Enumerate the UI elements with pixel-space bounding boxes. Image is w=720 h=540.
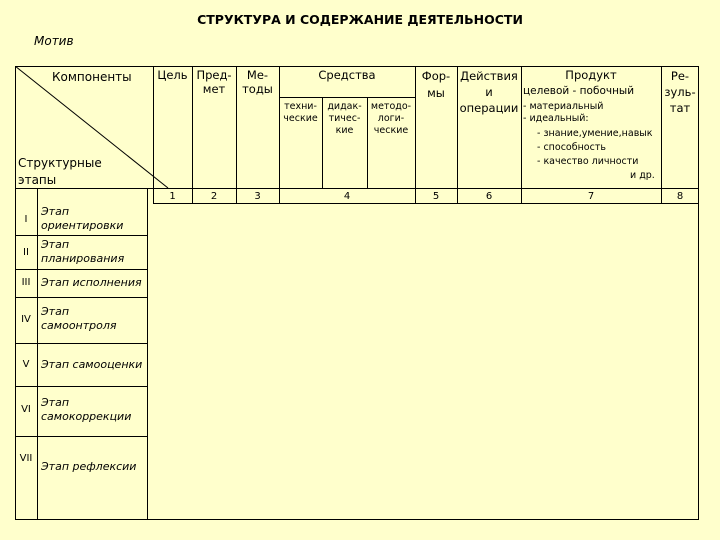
stage-label: Этап рефлексии	[41, 460, 137, 473]
header-means-technical: техни- ческие	[283, 101, 318, 124]
stage-label: Этап самоонтроля	[41, 305, 117, 332]
column-number: 5	[432, 191, 440, 202]
product-item: - знание,умение,навык	[537, 128, 653, 139]
stage-row-line	[15, 235, 147, 236]
stage-number: II	[23, 247, 29, 258]
stage-label: Этап самооценки	[41, 358, 143, 371]
product-item: - качество личности	[537, 156, 639, 167]
stage-row-line	[15, 343, 147, 344]
components-label: Компоненты	[52, 70, 132, 84]
header-column-line	[279, 66, 280, 203]
header-product: Продукт	[565, 68, 617, 82]
product-item: - идеальный:	[523, 113, 589, 124]
stage-label: Этап ориентировки	[41, 205, 124, 232]
product-item: и др.	[630, 170, 655, 181]
header-means-didactic: дидак- тичес- кие	[327, 101, 362, 136]
header-forms: Фор- мы	[421, 69, 451, 100]
header-methods: Ме- тоды	[242, 68, 273, 96]
header-column-line	[153, 66, 154, 203]
column-number: 2	[210, 191, 218, 202]
stage-number: I	[24, 214, 28, 225]
stage-row-line	[15, 436, 147, 437]
stage-number: III	[21, 277, 31, 288]
stage-label: Этап планирования	[41, 238, 125, 265]
header-means: Средства	[318, 68, 376, 82]
column-number: 4	[343, 191, 351, 202]
header-bottom-line	[15, 188, 699, 189]
header-actions: Действия и операции	[459, 69, 519, 115]
column-number: 3	[254, 191, 261, 202]
numbers-row-line	[153, 203, 699, 204]
header-subject: Пред- мет	[196, 68, 232, 96]
roman-column-line	[37, 188, 38, 520]
stage-column-line	[147, 188, 148, 520]
product-item: - материальный	[523, 101, 604, 112]
column-number: 1	[169, 191, 176, 202]
header-goal: Цель	[157, 68, 188, 82]
product-item: - способность	[537, 142, 606, 153]
stage-number: V	[22, 359, 30, 370]
stage-number: VI	[21, 404, 31, 415]
column-number: 7	[587, 191, 595, 202]
header-column-line	[521, 66, 522, 203]
page-title: СТРУКТУРА И СОДЕРЖАНИЕ ДЕЯТЕЛЬНОСТИ	[197, 12, 523, 27]
stage-label: Этап исполнения	[41, 276, 142, 289]
product-types: целевой - побочный	[523, 85, 635, 97]
stage-number: VII	[19, 453, 33, 464]
structural-stages-label: Структурные этапы	[18, 156, 102, 187]
column-number: 6	[485, 191, 493, 202]
stage-label: Этап самокоррекции	[41, 396, 132, 423]
stage-row-line	[15, 386, 147, 387]
motive-label: Мотив	[34, 34, 74, 48]
means-subheader-line	[279, 97, 415, 98]
stage-number: IV	[21, 314, 31, 325]
header-result: Ре- зуль- тат	[664, 69, 696, 115]
header-means-methodological: методо- логи- ческие	[370, 101, 412, 136]
column-number: 8	[676, 191, 684, 202]
stage-row-line	[15, 297, 147, 298]
stage-row-line	[15, 269, 147, 270]
